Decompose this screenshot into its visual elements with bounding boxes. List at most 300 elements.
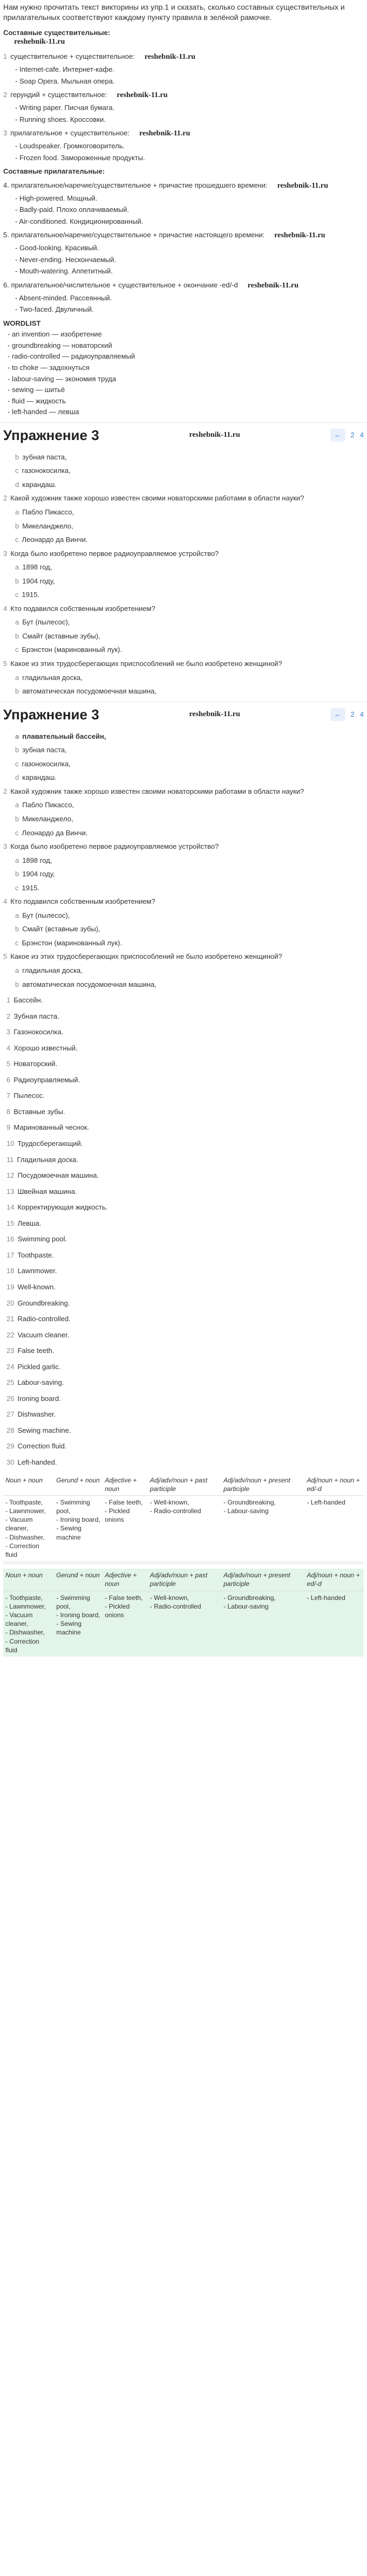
answer-text: Radio-controlled. (17, 1315, 71, 1323)
cell-item: - Swimming pool, (56, 1593, 100, 1611)
cell-item: - Vacuum cleaner, (5, 1611, 52, 1628)
answer-number: 13 (6, 1187, 15, 1196)
example-item: - High-powered. Мощный. (15, 194, 364, 203)
cell-item: - Labour-saving (223, 1602, 302, 1611)
table-header: Adj/adv/noun + present participle (221, 1569, 304, 1591)
answer-item (6, 1219, 364, 1228)
cell-item: - Vacuum cleaner, (5, 1515, 52, 1533)
answer-item (6, 1107, 364, 1117)
answer-number: 15 (6, 1219, 15, 1227)
option-text: автоматическая посудомоечная машина, (22, 687, 157, 696)
example-item: - Mouth-watering. Аппетитный. (15, 266, 364, 276)
question-number: 4 (3, 897, 8, 906)
examples-list (3, 293, 364, 314)
next-page-number[interactable]: 4 (359, 431, 364, 439)
rule-text: существительное + существительное: (10, 52, 135, 61)
answer-item (6, 1394, 364, 1404)
rule-text: 6. прилагательное/числительное + существительное + окончание -ed/-d (3, 280, 238, 289)
table-cell (103, 1591, 148, 1657)
example-item: - Loudspeaker. Громкоговоритель. (15, 141, 364, 151)
table-cell (148, 1495, 221, 1561)
exercise-nav (330, 429, 364, 442)
question-text: Какой художник также хорошо известен своими новаторскими работами в области науки? (10, 494, 304, 503)
page-number[interactable]: 2 (350, 431, 355, 439)
option-letter: d (15, 773, 19, 782)
cell-item: - Correction fluid (5, 1637, 52, 1654)
cell-item: - Groundbreaking, (223, 1498, 302, 1507)
prev-arrow-icon[interactable]: ← (330, 708, 345, 721)
answer-option (3, 590, 364, 600)
example-item: - Good-looking. Красивый. (15, 243, 364, 253)
cell-item: - False teeth, (105, 1498, 146, 1507)
wordlist-item: - to choke — задохнуться (8, 363, 364, 373)
prev-arrow-icon[interactable]: ← (330, 429, 345, 442)
table-cell (148, 1591, 221, 1657)
option-letter: a (15, 507, 19, 516)
answer-text: Новаторский. (13, 1060, 58, 1068)
answer-number: 17 (6, 1251, 15, 1259)
option-letter: c (15, 590, 19, 599)
cell-item: - Correction fluid (5, 1542, 52, 1559)
answers-list (3, 995, 364, 1467)
answer-text: Labour-saving. (17, 1378, 64, 1387)
answer-item (6, 1043, 364, 1053)
question-number: 2 (3, 494, 8, 503)
answer-item (6, 1155, 364, 1165)
cell-list (105, 1593, 146, 1620)
example-item: - Writing paper. Писчая бумага. (15, 103, 364, 113)
page-number[interactable]: 2 (350, 710, 355, 719)
intro-paragraph: Нам нужно прочитать текст викторины из упр.1 и сказать, сколько составных существительных и прилагательных соответствуют каждому пункту правила в зелёной рамочке. (3, 3, 345, 22)
answer-item (6, 1075, 364, 1085)
option-letter: a (15, 911, 19, 919)
question-text: Какой художник также хорошо известен своими новаторскими работами в области науки? (10, 787, 304, 795)
answer-number: 6 (6, 1075, 11, 1084)
question-text: Кто подавился собственным изобретением? (10, 897, 155, 906)
option-letter: b (15, 925, 19, 933)
answer-number: 14 (6, 1203, 15, 1212)
watermark: reshebnik-11.ru (247, 281, 299, 290)
option-letter: c (15, 535, 19, 544)
examples-list (3, 103, 364, 124)
watermark: reshebnik-11.ru (139, 129, 191, 138)
answer-option (3, 883, 364, 893)
answer-option (3, 814, 364, 824)
option-text: Микеланджело, (22, 815, 73, 823)
answer-option (3, 856, 364, 865)
nouns-rules (3, 52, 364, 162)
table-cell (304, 1495, 364, 1561)
answer-number: 18 (6, 1267, 15, 1275)
cell-list (150, 1593, 219, 1611)
option-letter: c (15, 645, 19, 654)
rule-item (3, 52, 364, 86)
answer-option (3, 480, 364, 490)
answer-text: Вставные зубы. (13, 1107, 65, 1116)
cell-list (150, 1498, 219, 1515)
table-cell (54, 1495, 103, 1561)
option-text: газонокосилка, (22, 759, 71, 768)
option-text: гладильная доска, (22, 673, 83, 682)
rule-text: 4. прилагательное/наречие/существительное + причастие прошедшего времени: (3, 181, 268, 189)
questions-block-2 (3, 787, 364, 989)
wordlist-title: WORDLIST (3, 319, 41, 327)
cell-item: - Lawnmower, (5, 1602, 52, 1611)
cell-item: - Toothpaste, (5, 1498, 52, 1507)
option-letter: c (15, 828, 19, 837)
questions-block-1 (3, 493, 364, 696)
table-cell (304, 1591, 364, 1657)
example-item: - Soap Opera. Мыльная опера. (15, 77, 364, 86)
cell-item: - Sewing machine (56, 1524, 100, 1541)
option-letter: d (15, 480, 19, 489)
watermark: reshebnik-11.ru (117, 91, 168, 100)
example-item: - Air-conditioned. Кондиционированный. (15, 217, 364, 226)
option-text: гладильная доска, (22, 966, 83, 975)
table-header: Adj/adv/noun + past participle (148, 1569, 221, 1591)
option-letter: b (15, 746, 19, 754)
answer-text: Swimming pool. (17, 1235, 67, 1244)
answer-option (3, 466, 364, 476)
exercise-header (0, 422, 367, 448)
option-text: автоматическая посудомоечная машина, (22, 980, 157, 988)
table-header: Adj/adv/noun + present participle (221, 1474, 304, 1496)
answer-option (3, 828, 364, 838)
example-item: - Absent-minded. Рассеянный. (15, 293, 364, 303)
answer-text: Pickled garlic. (17, 1362, 61, 1371)
option-text: карандаш. (22, 773, 57, 782)
table-cell (221, 1495, 304, 1561)
rule-item (3, 181, 364, 226)
table-header-row (3, 1569, 364, 1591)
option-text: Леонардо да Винчи. (22, 828, 88, 837)
cell-item: - Left-handed (307, 1593, 362, 1602)
answer-option (3, 562, 364, 572)
table-cell (221, 1591, 304, 1657)
answer-option (3, 938, 364, 948)
question-text: Когда было изобретено первое радиоуправляемое устройство? (10, 549, 219, 558)
wordlist (3, 329, 364, 416)
option-text: 1904 году, (22, 576, 55, 585)
examples-list (3, 141, 364, 162)
cell-item: - Left-handed (307, 1498, 362, 1507)
answer-number: 19 (6, 1282, 15, 1291)
answer-option (3, 800, 364, 810)
cell-list (56, 1498, 100, 1542)
option-text: Смайт (вставные зубы), (22, 631, 100, 640)
answer-number: 28 (6, 1426, 15, 1434)
question-text: Какое из этих трудосберегающих приспособлений не было изобретено женщиной? (10, 952, 282, 961)
adj-section (0, 167, 367, 417)
answer-item (6, 1299, 364, 1308)
question-number: 5 (3, 659, 8, 668)
option-text: Брэнстон (маринованный лук). (22, 645, 123, 654)
watermark: reshebnik-11.ru (144, 53, 195, 61)
answer-number: 2 (6, 1012, 11, 1020)
question-number: 3 (3, 842, 8, 851)
table-row (3, 1495, 364, 1561)
answer-item (6, 1346, 364, 1356)
answer-option (3, 507, 364, 517)
rule-item (3, 128, 364, 162)
next-page-number[interactable]: 4 (359, 710, 364, 719)
answer-item (6, 1426, 364, 1435)
table-header: Adj/noun + noun + ed/-d (304, 1474, 364, 1496)
answer-number: 16 (6, 1235, 15, 1244)
answer-item (6, 1251, 364, 1260)
answer-text: Гладильная доска. (17, 1155, 79, 1164)
example-item: - Never-ending. Нескончаемый. (15, 255, 364, 265)
cell-item: - Well-known, (150, 1498, 219, 1507)
rule-number: 3 (3, 129, 8, 138)
option-text: Бут (пылесос), (22, 911, 70, 919)
option-text: Смайт (вставные зубы), (22, 925, 100, 933)
answer-number: 27 (6, 1410, 15, 1419)
answer-item (6, 1362, 364, 1372)
cell-item: - Swimming pool, (56, 1498, 100, 1515)
option-text: зубная паста, (22, 746, 67, 754)
answer-item (6, 1266, 364, 1276)
example-item: - Internet-cafe. Интернет-кафе. (15, 65, 364, 74)
exercise-title: Упражнение 3 (3, 427, 99, 443)
rule-number: 2 (3, 91, 8, 99)
answer-text: Газонокосилка. (13, 1028, 64, 1036)
answer-option (3, 745, 364, 755)
rule-text: прилагательное + существительное: (10, 129, 130, 138)
answer-option (3, 673, 364, 683)
option-text: Пабло Пикассо, (22, 507, 74, 516)
answer-text: Хорошо известный. (13, 1043, 78, 1052)
adj-rules (3, 181, 364, 314)
option-text: газонокосилка, (22, 466, 71, 475)
option-letter: a (15, 801, 19, 809)
wordlist-item: - labour-saving — экономия труда (8, 374, 364, 384)
wordlist-item: - fluid — жидкость (8, 396, 364, 406)
answer-number: 1 (6, 996, 11, 1005)
watermark: reshebnik-11.ru (274, 231, 325, 240)
table-header: Adjective + noun (103, 1569, 148, 1591)
rule-text: герундий + существительное: (10, 91, 107, 99)
option-text: плавательный бассейн, (22, 732, 106, 740)
answer-number: 7 (6, 1091, 11, 1100)
answer-text: Левша. (17, 1219, 42, 1227)
answer-number: 26 (6, 1394, 15, 1403)
option-text: 1898 год, (22, 856, 52, 864)
option-text: карандаш. (22, 480, 57, 489)
option-text: 1898 год, (22, 563, 52, 572)
answer-number: 21 (6, 1315, 15, 1323)
answer-number: 22 (6, 1330, 15, 1339)
example-item: - Frozen food. Замороженные продукты. (15, 153, 364, 163)
example-item: - Two-faced. Двуличный. (15, 305, 364, 314)
answer-text: False teeth. (17, 1347, 55, 1355)
cell-item: - Well-known, (150, 1593, 219, 1602)
answer-item (6, 1314, 364, 1324)
answer-option (3, 924, 364, 934)
cell-item: - Dishwasher, (5, 1628, 52, 1637)
answer-number: 20 (6, 1299, 15, 1307)
option-letter: c (15, 883, 19, 892)
option-letter: b (15, 576, 19, 585)
question (3, 897, 364, 906)
answer-option (3, 773, 364, 782)
answer-text: Correction fluid. (17, 1442, 67, 1451)
answer-option (3, 535, 364, 545)
option-text: Микеланджело, (22, 521, 73, 530)
answer-item (6, 1441, 364, 1451)
rule-number: 1 (3, 52, 8, 61)
option-letter: b (15, 980, 19, 988)
answer-text: Радиоуправляемый. (13, 1075, 80, 1084)
examples-list (3, 194, 364, 226)
table-cell (3, 1591, 54, 1657)
question (3, 842, 364, 851)
cell-list (223, 1498, 302, 1515)
cell-item: - Labour-saving (223, 1507, 302, 1515)
table-header: Adj/noun + noun + ed/-d (304, 1569, 364, 1591)
question (3, 549, 364, 559)
intro-text (0, 0, 367, 26)
watermark: reshebnik-11.ru (189, 710, 240, 718)
answer-number: 24 (6, 1362, 15, 1371)
question-number: 2 (3, 787, 8, 795)
quiz2-first-option (3, 732, 364, 741)
table-header: Gerund + noun (54, 1569, 103, 1591)
cell-list (223, 1593, 302, 1611)
table-cell (3, 1495, 54, 1561)
option-letter: a (15, 563, 19, 572)
answer-item (6, 1203, 364, 1212)
option-text: Пабло Пикассо, (22, 801, 74, 809)
option-letter: c (15, 938, 19, 947)
exercise-header-2 (0, 702, 367, 727)
table-header: Noun + noun (3, 1569, 54, 1591)
example-item: - Running shoes. Кроссовки. (15, 115, 364, 125)
cell-item: - Ironing board, (56, 1611, 100, 1619)
answer-item (6, 1282, 364, 1292)
table-header: Noun + noun (3, 1474, 54, 1496)
example-item: - Badly-paid. Плохо оплачиваемый. (15, 205, 364, 215)
wordlist-item: - sewing — шитьё (8, 385, 364, 395)
answer-item (6, 1091, 364, 1101)
answer-option (3, 686, 364, 696)
option-letter: b (15, 870, 19, 878)
answer-text: Vacuum cleaner. (17, 1330, 70, 1339)
rule-item (3, 280, 364, 314)
cell-item: - Radio-controlled (150, 1602, 219, 1611)
table-header-row (3, 1474, 364, 1496)
answer-option (3, 645, 364, 655)
watermark: reshebnik-11.ru (189, 430, 240, 439)
option-letter: c (15, 466, 19, 475)
option-text: Бут (пылесос), (22, 618, 70, 627)
answer-text: Трудосберегающий. (17, 1139, 83, 1148)
wordlist-item: - groundbreaking — новаторский (8, 341, 364, 351)
wordlist-item: - radio-controlled — радиоуправляемый (8, 352, 364, 361)
answer-option (3, 631, 364, 641)
answer-number: 4 (6, 1043, 11, 1052)
question (3, 493, 364, 503)
table-header: Adj/adv/noun + past participle (148, 1474, 221, 1496)
answer-text: Маринованный чеснок. (13, 1123, 90, 1132)
table-header: Gerund + noun (54, 1474, 103, 1496)
cell-list (5, 1498, 52, 1559)
watermark: reshebnik-11.ru (14, 38, 65, 46)
option-text: 1915. (22, 883, 40, 892)
cell-list (307, 1593, 362, 1602)
question-number: 5 (3, 952, 8, 961)
answer-item (6, 1458, 364, 1467)
cell-item: - Pickled onions (105, 1602, 146, 1619)
categories-table (3, 1474, 364, 1562)
answer-item (6, 1171, 364, 1180)
answer-text: Toothpaste. (17, 1251, 54, 1259)
answer-option (3, 911, 364, 921)
answer-option (3, 617, 364, 627)
option-letter: b (15, 815, 19, 823)
option-letter: a (15, 856, 19, 864)
answer-text: Бассейн. (13, 996, 43, 1005)
option-letter: b (15, 631, 19, 640)
table-header: Adjective + noun (103, 1474, 148, 1496)
divider (3, 1561, 364, 1564)
option-letter: c (15, 759, 19, 768)
answer-item (6, 1027, 364, 1037)
cell-item: - Dishwasher, (5, 1533, 52, 1542)
cell-list (105, 1498, 146, 1524)
option-letter: b (15, 452, 19, 461)
exercise-title-2: Упражнение 3 (3, 706, 99, 723)
question (3, 659, 364, 669)
rule-item (3, 90, 364, 124)
answer-option (3, 521, 364, 531)
adj-title: Составные прилагательные: (3, 167, 105, 176)
option-letter: a (15, 618, 19, 627)
answer-text: Посудомоечная машина. (17, 1171, 99, 1180)
answer-number: 3 (6, 1028, 11, 1036)
cell-item: - Groundbreaking, (223, 1593, 302, 1602)
answer-text: Корректирующая жидкость. (17, 1203, 108, 1212)
cell-list (5, 1593, 52, 1654)
answer-text: Dishwasher. (17, 1410, 56, 1419)
answer-option (3, 759, 364, 769)
answer-text: Пылесос. (13, 1091, 45, 1100)
answer-text: Ironing board. (17, 1394, 61, 1403)
question-text: Кто подавился собственным изобретением? (10, 604, 155, 613)
table-row (3, 1591, 364, 1657)
answer-number: 30 (6, 1458, 15, 1466)
answer-item (6, 1410, 364, 1419)
answer-item (6, 995, 364, 1005)
nouns-section (0, 28, 367, 162)
option-text: Леонардо да Винчи. (22, 535, 88, 544)
question-number: 4 (3, 604, 8, 613)
answer-number: 12 (6, 1171, 15, 1180)
watermark: reshebnik-11.ru (277, 181, 328, 190)
answer-option (3, 869, 364, 879)
answer-text: Швейная машина. (17, 1187, 77, 1196)
answer-text: Lawnmower. (17, 1267, 57, 1275)
rule-item (3, 230, 364, 276)
question (3, 952, 364, 961)
option-text: 1915. (22, 590, 40, 599)
cell-item: - Toothpaste, (5, 1593, 52, 1602)
wordlist-item: - left-handed — левша (8, 407, 364, 417)
option-letter: a (15, 732, 19, 740)
answer-number: 23 (6, 1347, 15, 1355)
answer-number: 25 (6, 1378, 15, 1387)
answer-item (6, 1378, 364, 1387)
